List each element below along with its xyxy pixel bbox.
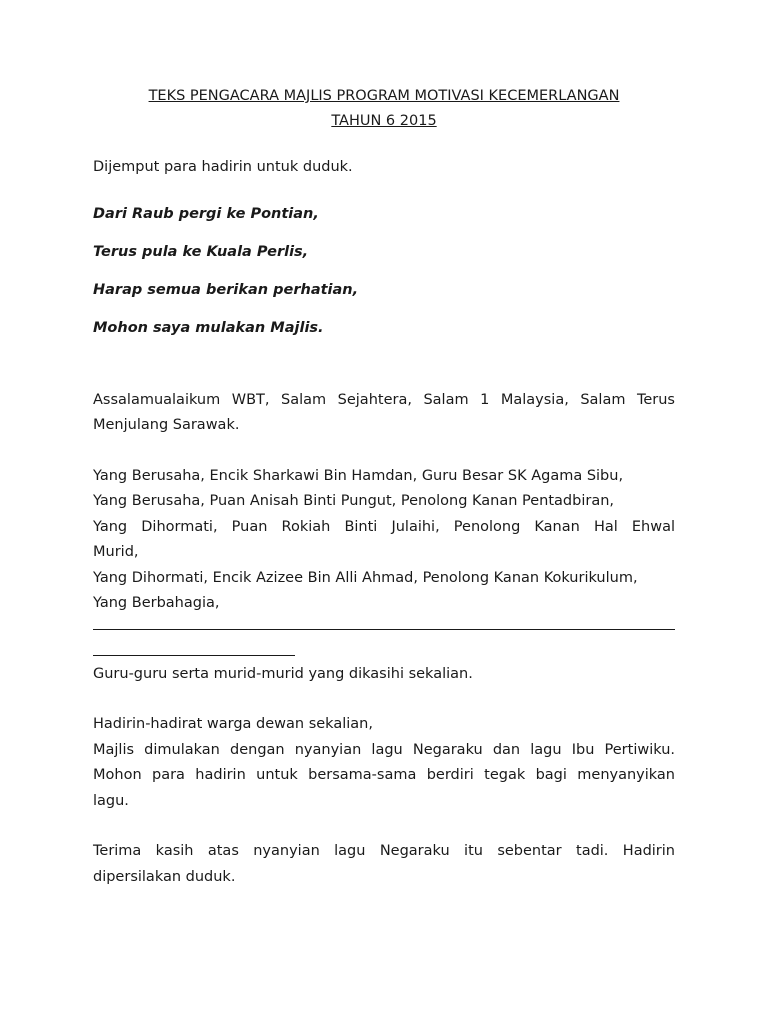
hadirin-line-1: Hadirin-hadirat warga dewan sekalian,: [93, 716, 373, 732]
title-line-1: TEKS PENGACARA MAJLIS PROGRAM MOTIVASI KECEMERLANGAN: [148, 88, 620, 104]
salam-paragraph: [93, 388, 675, 439]
guru-text: Guru-guru serta murid-murid yang dikasihi sekalian.: [93, 665, 473, 682]
vip-line-1: Yang Berusaha, Encik Sharkawi Bin Hamdan, Guru Besar SK Agama Sibu,: [93, 467, 624, 484]
terima-line-2: dipersilakan duduk.: [93, 868, 236, 885]
title-line-2: TAHUN 6 2015: [331, 113, 437, 129]
vip-line-5: Yang Dihormati, Encik Azizee Bin Alli Ahmad, Penolong Kanan Kokurikulum,: [93, 569, 638, 586]
pantun-line-4: Mohon saya mulakan Majlis.: [93, 319, 324, 336]
vip-line-2: Yang Berusaha, Puan Anisah Binti Pungut, Penolong Kanan Pentadbiran,: [93, 493, 615, 509]
vip-list: [93, 464, 675, 617]
hadirin-line-4: lagu.: [93, 792, 129, 809]
terima-paragraph: [93, 839, 675, 890]
intro-text: Dijemput para hadirin untuk duduk.: [93, 159, 353, 175]
hadirin-line-2: Majlis dimulakan dengan nyanyian lagu Negaraku dan lagu Ibu Pertiwiku.: [93, 741, 675, 758]
fill-in-line: [93, 628, 675, 630]
pantun-line-1: Dari Raub pergi ke Pontian,: [93, 205, 319, 222]
document-page: [93, 84, 675, 890]
vip-line-6: Yang Berbahagia,: [93, 595, 220, 611]
pantun-block: [93, 202, 675, 341]
fill-in-line-short: [93, 654, 295, 656]
terima-line-1: Terima kasih atas nyanyian lagu Negaraku itu sebentar tadi. Hadirin: [93, 843, 675, 859]
vip-line-3: Yang Dihormati, Puan Rokiah Binti Julaihi, Penolong Kanan Hal Ehwal: [93, 518, 675, 535]
vip-line-4: Murid,: [93, 544, 139, 560]
salam-line-1: Assalamualaikum WBT, Salam Sejahtera, Salam 1 Malaysia, Salam Terus: [93, 391, 675, 408]
hadirin-paragraph: [93, 712, 675, 814]
pantun-line-2: Terus pula ke Kuala Perlis,: [93, 243, 309, 260]
hadirin-line-3: Mohon para hadirin untuk bersama-sama berdiri tegak bagi menyanyikan: [93, 767, 675, 783]
document-title: [93, 84, 675, 134]
salam-line-2: Menjulang Sarawak.: [93, 417, 240, 433]
pantun-line-3: Harap semua berikan perhatian,: [93, 281, 359, 298]
